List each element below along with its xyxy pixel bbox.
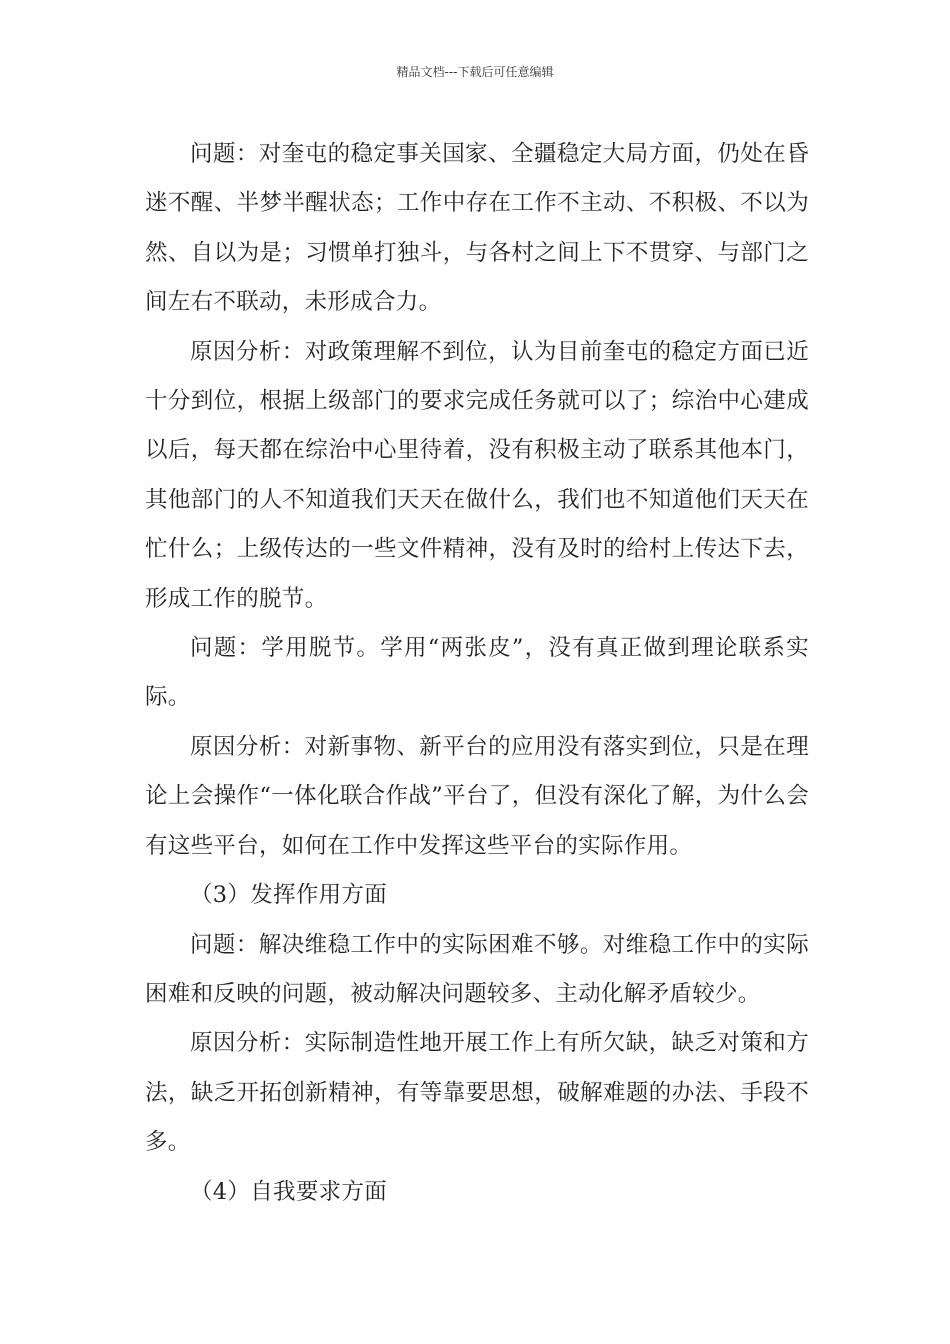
page-header: 精品文档---下载后可任意编辑 <box>396 65 554 79</box>
paragraph-cause-2: 原因分析：对新事物、新平台的应用没有落实到位，只是在理论上会操作“一体化联合作战”平台了，但没有深化了解，为什么会有这些平台，如何在工作中发挥这些平台的实际作用。 <box>145 733 809 859</box>
paragraph-problem-2: 问题：学用脱节。学用“两张皮”，没有真正做到理论联系实际。 <box>145 635 809 711</box>
section-heading-4: （4）自我要求方面 <box>190 1178 388 1205</box>
paragraph-problem-1: 问题：对奎屯的稳定事关国家、全疆稳定大局方面，仍处在昏迷不醒、半梦半醒状态；工作中存在工作不主动、不积极、不以为然、自以为是；习惯单打独斗，与各村之间上下不贯穿、与部门之间左右不联动，未形成合力。 <box>145 141 809 316</box>
paragraph-cause-3: 原因分析：实际制造性地开展工作上有所欠缺，缺乏对策和方法，缺乏开拓创新精神，有等靠要思想，破解难题的办法、手段不多。 <box>145 1030 809 1156</box>
paragraph-cause-1: 原因分析：对政策理解不到位，认为目前奎屯的稳定方面已近十分到位，根据上级部门的要求完成任务就可以了；综治中心建成以后，每天都在综治中心里待着，没有积极主动了联系其他本门，其他部门的人不知道我们天天在做什么，我们也不知道他们天天在忙什么；上级传达的一些文件精神，没有及时的给村上传达下去，形成工作的脱节。 <box>145 338 809 612</box>
document-body <box>145 130 809 1217</box>
section-heading-3: （3）发挥作用方面 <box>190 882 388 909</box>
paragraph-problem-3: 问题：解决维稳工作中的实际困难不够。对维稳工作中的实际困难和反映的问题，被动解决问题较多、主动化解矛盾较少。 <box>145 931 809 1007</box>
